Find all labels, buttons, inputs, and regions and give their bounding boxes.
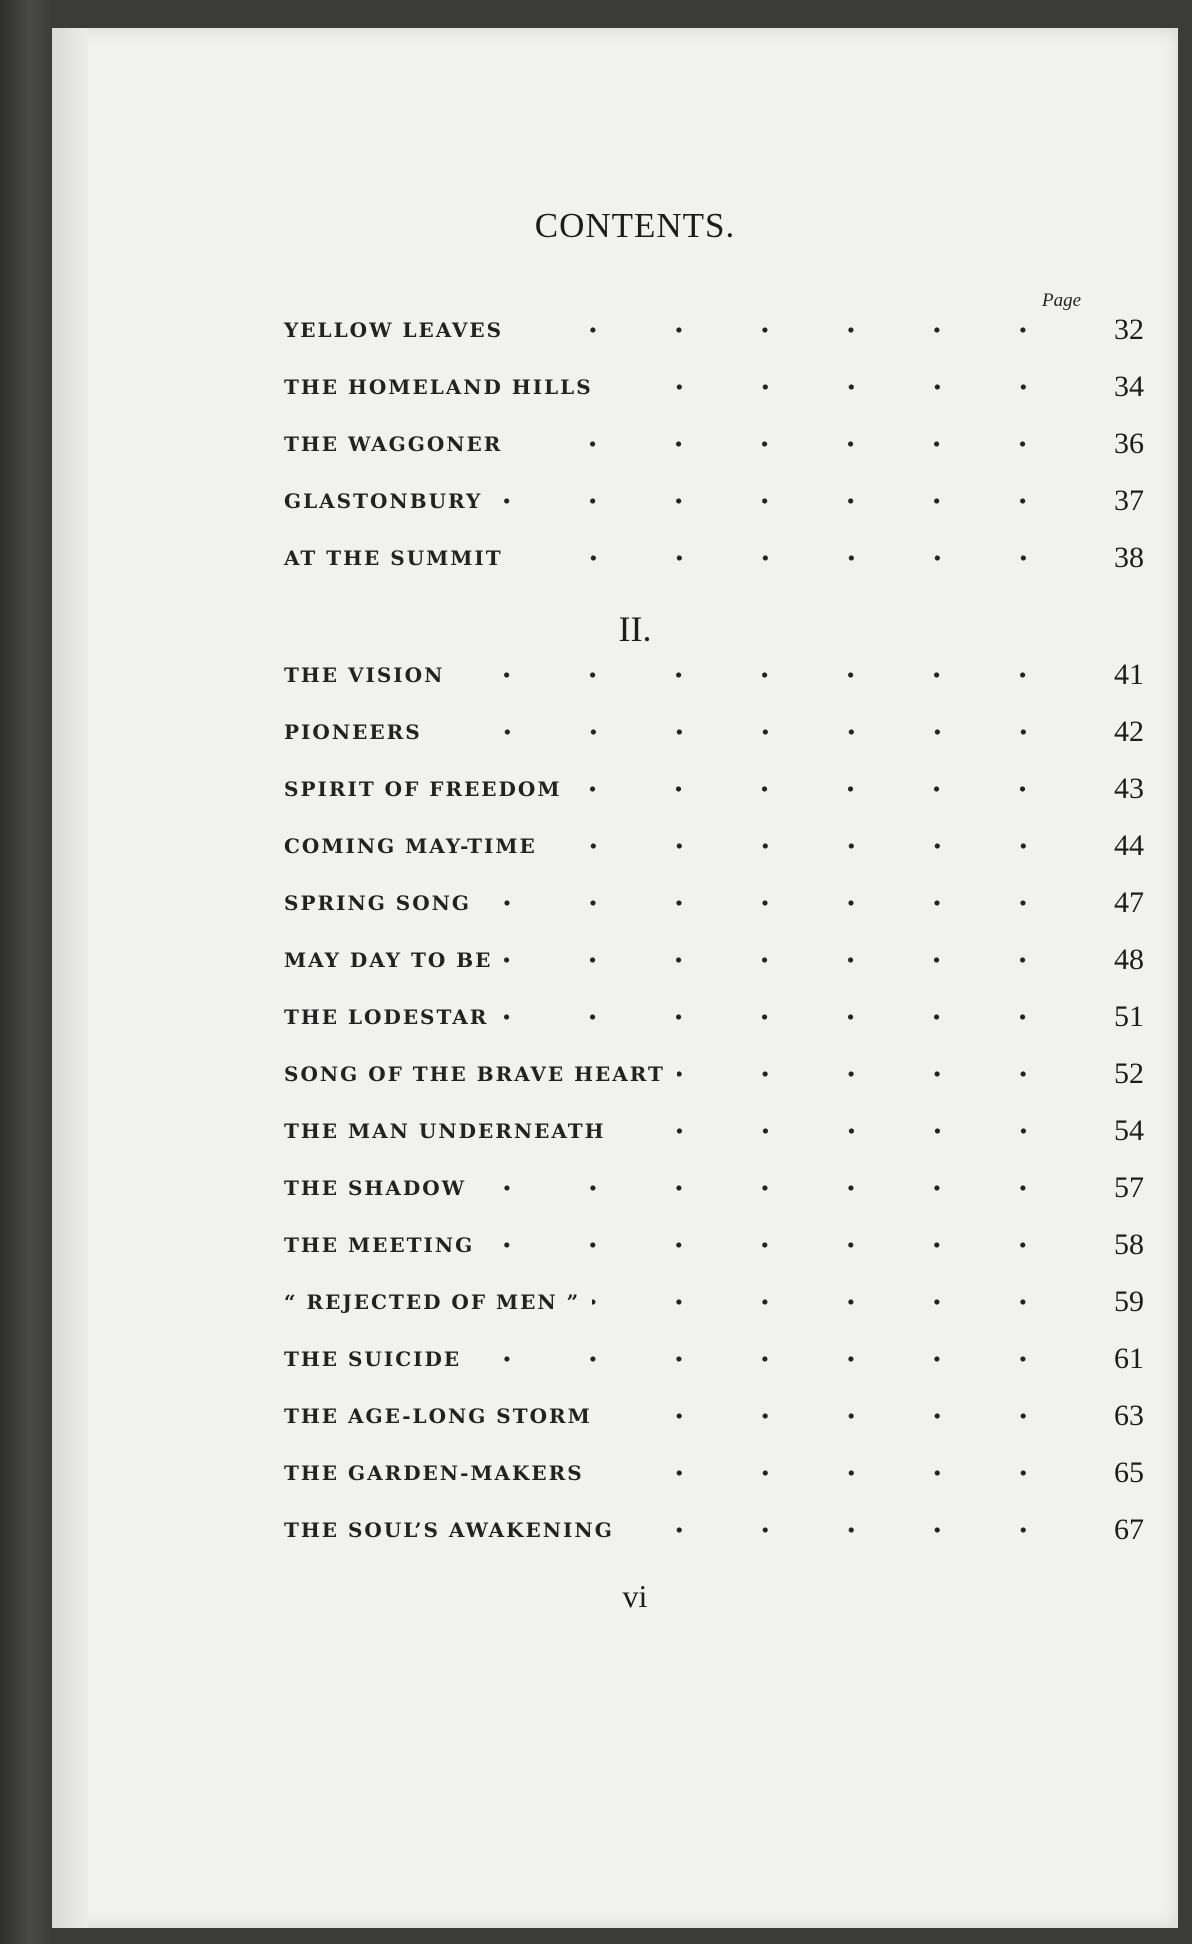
toc-entry: [284, 1273, 1144, 1330]
toc-entry-title: MAY DAY TO BE: [284, 948, 504, 972]
toc-entry-title: THE MAN UNDERNEATH: [284, 1119, 618, 1143]
dot-leaders: [677, 1069, 1066, 1079]
toc-entry-page: 37: [1114, 483, 1144, 517]
dot-leaders: [592, 1297, 1066, 1307]
toc-entry-title: THE SUICIDE: [284, 1347, 473, 1371]
toc-entry-page: 58: [1114, 1227, 1144, 1261]
toc-entry-page: 52: [1114, 1056, 1144, 1090]
toc-entry: [284, 1216, 1144, 1273]
toc-entry-title: AT THE SUMMIT: [284, 546, 515, 570]
toc-entry-page: 44: [1114, 828, 1144, 862]
dot-leaders: [483, 898, 1066, 908]
toc-entry-title: SPIRIT OF FREEDOM: [284, 777, 573, 801]
toc-entry: [284, 817, 1144, 874]
toc-entry-title: THE VISION: [284, 663, 456, 687]
toc-entry-page: 34: [1114, 369, 1144, 403]
toc-entry-page: 32: [1114, 312, 1144, 346]
toc-entry-page: 36: [1114, 426, 1144, 460]
toc-section-two: [284, 646, 1144, 1558]
page-folio: vi: [622, 1578, 648, 1614]
toc-entry-page: 61: [1114, 1341, 1144, 1375]
toc-entry-page: 65: [1114, 1455, 1144, 1489]
toc-entry-page: 42: [1114, 714, 1144, 748]
toc-entry: [284, 358, 1144, 415]
toc-section-one: [284, 301, 1144, 586]
toc-entry: [284, 874, 1144, 931]
toc-entry: [284, 1045, 1144, 1102]
toc-entry-title: THE WAGGONER: [284, 432, 514, 456]
toc-entry-title: GLASTONBURY: [284, 489, 494, 513]
toc-entry-page: 43: [1114, 771, 1144, 805]
section-two-heading: II.: [618, 609, 652, 649]
page-sheet: [52, 28, 1178, 1928]
toc-entry: [284, 1102, 1144, 1159]
toc-entry: [284, 646, 1144, 703]
toc-entry-page: 47: [1114, 885, 1144, 919]
toc-entry-title: SONG OF THE BRAVE HEART: [284, 1062, 677, 1086]
page-column-header: Page: [1042, 290, 1082, 311]
dot-leaders: [486, 1240, 1066, 1250]
toc-entry-title: THE MEETING: [284, 1233, 486, 1257]
toc-entry-page: 59: [1114, 1284, 1144, 1318]
toc-entry-page: 48: [1114, 942, 1144, 976]
toc-entry-title: THE SOUL’S AWAKENING: [284, 1518, 626, 1542]
dot-leaders: [456, 670, 1066, 680]
toc-entry-title: THE HOMELAND HILLS: [284, 375, 605, 399]
dot-leaders: [515, 553, 1066, 563]
toc-entry-title: YELLOW LEAVES: [284, 318, 515, 342]
dot-leaders: [549, 841, 1066, 851]
dot-leaders: [514, 439, 1066, 449]
toc-entry-title: THE SHADOW: [284, 1176, 478, 1200]
dot-leaders: [500, 1012, 1066, 1022]
dot-leaders: [604, 1411, 1066, 1421]
toc-entry-page: 57: [1114, 1170, 1144, 1204]
toc-entry: [284, 703, 1144, 760]
dot-leaders: [434, 727, 1066, 737]
dot-leaders: [504, 955, 1066, 965]
dot-leaders: [478, 1183, 1066, 1193]
toc-entry: [284, 472, 1144, 529]
toc-entry: [284, 931, 1144, 988]
dot-leaders: [515, 325, 1066, 335]
dot-leaders: [473, 1354, 1066, 1364]
toc-entry-title: SPRING SONG: [284, 891, 483, 915]
toc-entry: [284, 760, 1144, 817]
toc-entry-title: “ REJECTED OF MEN ”: [284, 1290, 592, 1314]
dot-leaders: [605, 382, 1066, 392]
toc-entry-page: 67: [1114, 1512, 1144, 1546]
toc-entry: [284, 1387, 1144, 1444]
dot-leaders: [626, 1525, 1066, 1535]
toc-entry-page: 63: [1114, 1398, 1144, 1432]
dot-leaders: [618, 1126, 1066, 1136]
toc-entry-page: 38: [1114, 540, 1144, 574]
toc-entry-title: COMING MAY-TIME: [284, 834, 549, 858]
toc-entry: [284, 529, 1144, 586]
toc-entry: [284, 1444, 1144, 1501]
dot-leaders: [494, 496, 1066, 506]
toc-entry: [284, 1501, 1144, 1558]
toc-entry-page: 51: [1114, 999, 1144, 1033]
dot-leaders: [596, 1468, 1066, 1478]
toc-entry: [284, 415, 1144, 472]
toc-entry-page: 54: [1114, 1113, 1144, 1147]
toc-entry: [284, 301, 1144, 358]
toc-entry: [284, 1159, 1144, 1216]
toc-entry-title: THE LODESTAR: [284, 1005, 500, 1029]
toc-entry: [284, 1330, 1144, 1387]
toc-entry-title: PIONEERS: [284, 720, 434, 744]
toc-entry-page: 41: [1114, 657, 1144, 691]
dot-leaders: [573, 784, 1066, 794]
toc-entry-title: THE GARDEN-MAKERS: [284, 1461, 596, 1485]
contents-title: CONTENTS.: [534, 206, 736, 245]
toc-entry: [284, 988, 1144, 1045]
toc-entry-title: THE AGE-LONG STORM: [284, 1404, 604, 1428]
